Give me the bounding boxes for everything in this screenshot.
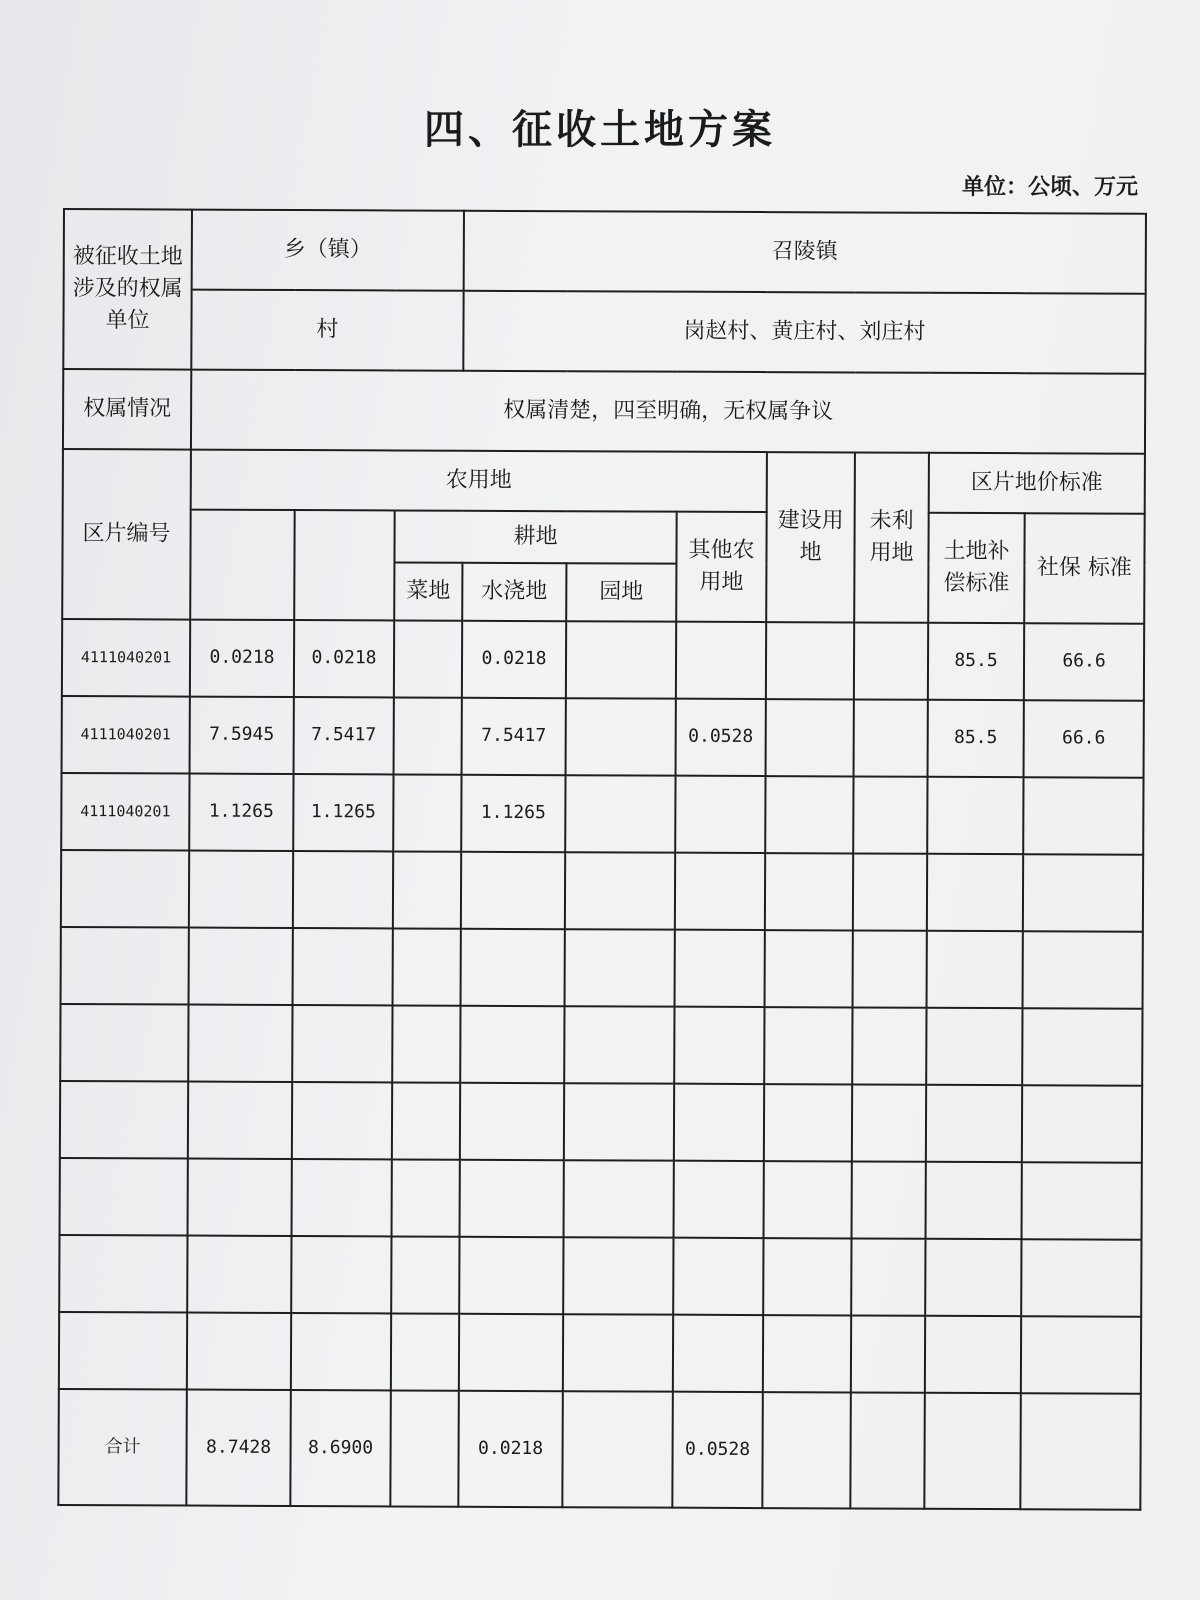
vegetable-cell <box>391 1236 459 1313</box>
vegetable-cell <box>393 851 461 928</box>
other-agri-cell <box>674 1084 764 1161</box>
land-comp-cell <box>925 1239 1021 1316</box>
table-row <box>61 850 1143 932</box>
zone-id-cell <box>61 927 189 1005</box>
unused-cell <box>854 622 928 699</box>
social-security-cell: 66.6 <box>1024 623 1144 701</box>
total-agri-cell: 8.7428 <box>186 1390 291 1506</box>
other-agri-cell <box>676 622 766 699</box>
land-comp-cell <box>926 1085 1022 1162</box>
agri-total-cell <box>188 1005 292 1082</box>
social-security-cell <box>1022 1008 1142 1086</box>
social-security-cell <box>1022 1085 1142 1163</box>
construction-cell <box>766 622 854 699</box>
table-row <box>59 1235 1141 1317</box>
header-price-standard: 区片地价标准 <box>929 453 1145 514</box>
header-row-1 <box>63 449 1145 514</box>
header-unused: 未利用地 <box>854 452 929 622</box>
zone-id-cell <box>60 1004 188 1082</box>
unused-cell <box>853 930 927 1007</box>
table-row <box>61 773 1143 855</box>
total-irrigated-cell: 0.0218 <box>458 1391 563 1507</box>
vegetable-cell <box>393 774 461 851</box>
vegetable-cell <box>394 697 462 774</box>
vegetable-cell <box>391 1313 459 1390</box>
total-farm-cell: 8.6900 <box>290 1390 391 1506</box>
unused-cell <box>853 853 927 930</box>
total-garden-cell <box>562 1391 673 1507</box>
header-social-security: 社保 标准 <box>1024 513 1144 624</box>
unused-cell <box>852 1161 926 1238</box>
header-garden: 园地 <box>566 563 676 621</box>
garden-cell <box>563 1314 673 1391</box>
zone-id-cell <box>60 1158 188 1236</box>
table-row <box>60 1081 1142 1163</box>
owner-village-row <box>63 289 1145 374</box>
total-unused-cell <box>850 1392 925 1508</box>
construction-cell <box>764 1084 852 1161</box>
farm-total-cell: 7.5417 <box>294 697 394 774</box>
farm-total-cell <box>291 1313 391 1390</box>
rights-row <box>63 369 1145 454</box>
irrigated-cell <box>460 1006 564 1083</box>
agri-total-cell <box>188 1082 292 1159</box>
construction-cell <box>765 776 853 853</box>
table-row <box>60 1158 1142 1240</box>
garden-cell <box>565 929 675 1006</box>
social-security-cell <box>1021 1239 1141 1317</box>
other-agri-cell: 0.0528 <box>676 699 766 776</box>
page-title: 四、征收土地方案 <box>424 107 776 153</box>
header-zone-id: 区片编号 <box>62 449 191 620</box>
farm-total-cell <box>292 1159 392 1236</box>
town-value: 召陵镇 <box>464 211 1146 294</box>
header-irrigated: 水浇地 <box>462 563 566 621</box>
zone-id-cell <box>59 1235 187 1313</box>
vegetable-cell <box>393 928 461 1005</box>
land-comp-cell <box>927 854 1023 931</box>
total-other-agri-cell: 0.0528 <box>672 1392 763 1508</box>
zone-id-cell: 4111040201 <box>62 696 190 774</box>
other-agri-cell <box>673 1315 763 1392</box>
other-agri-cell <box>673 1238 763 1315</box>
unit-note: 单位：公顷、万元 <box>961 175 1138 200</box>
agri-total-cell: 7.5945 <box>190 697 294 774</box>
other-agri-cell <box>675 930 765 1007</box>
farm-total-cell: 0.0218 <box>294 620 394 697</box>
town-label: 乡（镇） <box>192 210 464 291</box>
land-comp-cell <box>927 777 1023 854</box>
garden-cell <box>564 1083 674 1160</box>
garden-cell <box>564 1006 674 1083</box>
zone-id-cell <box>59 1312 187 1390</box>
agri-total-cell <box>189 928 293 1005</box>
land-comp-cell <box>925 1316 1021 1393</box>
unused-cell <box>853 776 927 853</box>
farm-total-cell <box>293 928 393 1005</box>
construction-cell <box>765 930 853 1007</box>
total-social-security-cell <box>1020 1393 1141 1510</box>
farm-total-cell <box>292 1082 392 1159</box>
rights-label: 权属情况 <box>63 369 191 450</box>
other-agri-cell <box>675 853 765 930</box>
social-security-cell <box>1022 1162 1142 1240</box>
other-agri-cell <box>675 776 765 853</box>
village-label: 村 <box>191 290 463 371</box>
zone-id-cell: 4111040201 <box>61 773 189 851</box>
unused-cell <box>852 1084 926 1161</box>
vegetable-cell <box>392 1159 460 1236</box>
vegetable-cell <box>392 1005 460 1082</box>
header-agri-total <box>190 510 294 620</box>
agri-total-cell <box>187 1313 291 1390</box>
irrigated-cell <box>460 1160 564 1237</box>
land-acquisition-table <box>57 208 1147 1511</box>
construction-cell <box>763 1315 851 1392</box>
land-comp-cell <box>927 931 1023 1008</box>
owner-unit-label: 被征收土地涉及的权属单位 <box>63 209 192 370</box>
table-row <box>62 696 1144 778</box>
agri-total-cell <box>187 1236 291 1313</box>
social-security-cell <box>1023 931 1143 1009</box>
garden-cell <box>565 852 675 929</box>
table-row <box>59 1312 1141 1394</box>
other-agri-cell <box>674 1161 764 1238</box>
total-construction-cell <box>762 1392 851 1508</box>
agri-total-cell <box>188 1159 292 1236</box>
garden-cell <box>563 1237 673 1314</box>
unused-cell <box>852 1007 926 1084</box>
rights-value: 权属清楚，四至明确，无权属争议 <box>191 370 1145 454</box>
header-construction: 建设用地 <box>766 452 855 622</box>
table-row <box>62 619 1144 701</box>
farm-total-cell <box>291 1236 391 1313</box>
table-row <box>60 1004 1142 1086</box>
total-vegetable-cell <box>390 1390 459 1506</box>
land-comp-cell <box>926 1162 1022 1239</box>
land-comp-cell: 85.5 <box>928 623 1024 700</box>
unused-cell <box>851 1238 925 1315</box>
garden-cell <box>566 698 676 775</box>
irrigated-cell <box>460 1083 564 1160</box>
garden-cell <box>564 1160 674 1237</box>
land-comp-cell: 85.5 <box>928 700 1024 777</box>
total-label: 合计 <box>58 1389 187 1506</box>
social-security-cell <box>1023 777 1143 855</box>
header-row-2 <box>62 509 1144 566</box>
garden-cell <box>565 775 675 852</box>
unused-cell <box>854 699 928 776</box>
unused-cell <box>851 1315 925 1392</box>
agri-total-cell <box>189 851 293 928</box>
irrigated-cell: 7.5417 <box>462 698 566 775</box>
village-value: 岗赵村、黄庄村、刘庄村 <box>463 291 1145 374</box>
table-row <box>61 927 1143 1009</box>
agri-total-cell: 1.1265 <box>189 774 293 851</box>
construction-cell <box>763 1238 851 1315</box>
zone-id-cell <box>61 850 189 928</box>
header-agricultural: 农用地 <box>191 450 767 513</box>
header-farmland: 耕地 <box>394 510 676 563</box>
construction-cell <box>766 699 854 776</box>
zone-id-cell: 4111040201 <box>62 619 190 697</box>
owner-town-row <box>64 209 1146 294</box>
header-land-comp: 土地补偿标准 <box>928 513 1024 623</box>
agri-total-cell: 0.0218 <box>190 620 294 697</box>
other-agri-cell <box>674 1007 764 1084</box>
social-security-cell <box>1023 854 1143 932</box>
irrigated-cell <box>461 852 565 929</box>
irrigated-cell <box>459 1314 563 1391</box>
irrigated-cell: 0.0218 <box>462 621 566 698</box>
construction-cell <box>765 853 853 930</box>
header-vegetable: 菜地 <box>394 562 462 620</box>
header-other-agri: 其他农用地 <box>676 512 766 622</box>
zone-id-cell <box>60 1081 188 1159</box>
farm-total-cell <box>293 851 393 928</box>
construction-cell <box>764 1161 852 1238</box>
vegetable-cell <box>394 620 462 697</box>
total-row <box>58 1389 1140 1510</box>
irrigated-cell <box>459 1237 563 1314</box>
irrigated-cell <box>461 929 565 1006</box>
header-farm-total <box>294 510 394 620</box>
farm-total-cell: 1.1265 <box>293 774 393 851</box>
vegetable-cell <box>392 1082 460 1159</box>
total-land-comp-cell <box>924 1393 1021 1509</box>
farm-total-cell <box>292 1005 392 1082</box>
irrigated-cell: 1.1265 <box>461 775 565 852</box>
construction-cell <box>764 1007 852 1084</box>
social-security-cell <box>1021 1316 1141 1394</box>
land-comp-cell <box>926 1008 1022 1085</box>
garden-cell <box>566 621 676 698</box>
social-security-cell: 66.6 <box>1024 700 1144 778</box>
